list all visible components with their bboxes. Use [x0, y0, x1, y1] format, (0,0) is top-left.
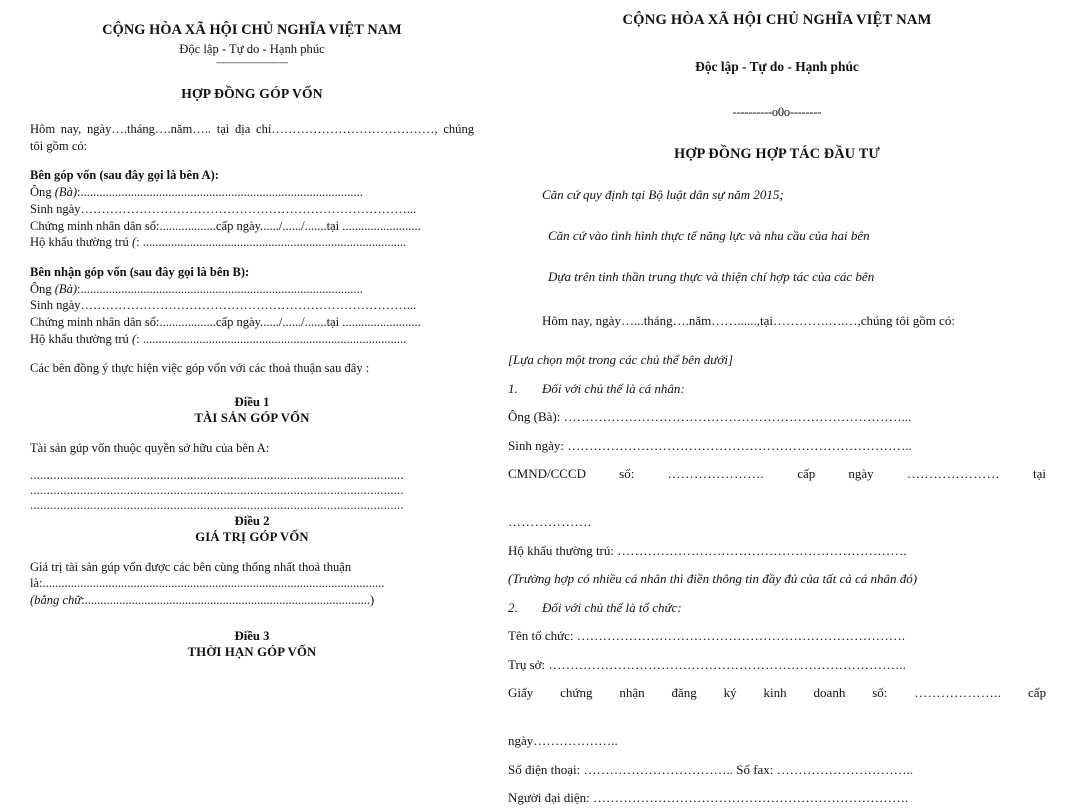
right-today-line: Hôm nay, ngày…...tháng….năm……......,tại………….….…,chúng tôi gồm có:	[542, 312, 955, 328]
individual-multiple-note: (Trường hợp có nhiều cá nhân thì điền thông tin đầy đủ của tất cả cá nhân đó)	[508, 571, 918, 587]
individual-id-issued: cấp	[797, 466, 816, 482]
individual-id-date-label: ngày	[848, 466, 874, 482]
party-b-name-field	[30, 281, 474, 298]
party-a-name-label: Ông	[30, 185, 55, 200]
article-2-intro: Giá trị tài sản gúp vốn được các bên cùng thống nhất thoả thuận	[30, 559, 352, 574]
right-document-page	[500, 0, 1080, 808]
party-b-name-label-alt: (Bà)	[54, 281, 78, 296]
organization-headquarters-field: Trụ sở: ………………………………………………………………………..	[508, 656, 906, 672]
party-a-residence-label: Hộ khẩu thường trú	[30, 235, 132, 250]
article-1-body	[30, 440, 474, 513]
individual-birth-field: Sinh ngày: ……………………………………………………………………..	[508, 437, 912, 453]
party-b-residence-dots: : ....................................................................................	[136, 331, 407, 346]
party-b-residence-label: Hộ khẩu thường trú	[30, 331, 132, 346]
organization-phone-fax-field: Số điện thoại: …………………………….. Số fax: …………………………..	[508, 761, 914, 777]
left-contract-title: HỢP ĐỒNG GÓP VỐN	[181, 86, 323, 102]
individual-id-place-label: tại	[1033, 466, 1047, 482]
article-3-name: THỜI HẠN GÓP VỐN	[187, 644, 317, 659]
license-word-4: đăng	[671, 685, 697, 701]
party-a-residence-dots: : ....................................................................................	[136, 235, 407, 250]
license-word-2: chứng	[560, 685, 593, 701]
individual-name-field: Ông (Bà): ……………………………………………………………………...	[508, 409, 912, 425]
party-b-residence-paren: (	[131, 331, 137, 346]
article-1-gap	[30, 456, 474, 468]
left-opening-paragraph: Hôm nay, ngày….tháng….năm….. tại địa chỉ…………………………………, chúng tôi gồm có:	[30, 122, 474, 153]
individual-id-field	[508, 464, 1046, 503]
article-2-words-line	[30, 592, 474, 609]
left-dashed-rule: --------------------------	[216, 57, 288, 68]
article-1-blank-row-1: ................................................................................................................	[30, 468, 404, 483]
party-b-id-field: Chứng minh nhân dân số:..................cấp ngày....../....../.......tại .........................	[30, 314, 421, 329]
recital-good-faith: Dựa trên tinh thần trung thực và thiện chí hợp tác của các bên	[548, 268, 875, 284]
subject-choice-note: [Lựa chọn một trong các chủ thể bên dưới]	[508, 352, 733, 368]
party-a-residence-field	[30, 234, 474, 251]
article-2-body	[30, 559, 474, 609]
party-b-name-label: Ông	[30, 281, 55, 296]
article-3-number: Điều 3	[234, 628, 270, 643]
article-3-gap	[30, 609, 474, 628]
individual-id-date-dots: …………………	[906, 466, 1000, 482]
license-word-5: ký	[723, 685, 737, 701]
article-2-heading	[30, 513, 474, 545]
left-national-motto: Độc lập - Tự do - Hạnh phúc	[179, 42, 325, 57]
left-agreement-line: Các bên đồng ý thực hiện việc góp vốn với các thoả thuận sau đây :	[30, 361, 370, 376]
individual-residence-field: Hộ khẩu thường trú: ………………………………………………………….	[508, 542, 907, 558]
party-b-residence-field	[30, 331, 474, 348]
right-national-motto: Độc lập - Tự do - Hạnh phúc	[695, 59, 859, 74]
subject-individual-index: 1.	[508, 380, 518, 396]
party-a-id-field: Chứng minh nhân dân số:..................cấp ngày....../....../.......tại .........................	[30, 218, 421, 233]
article-1-blank-row-2: ................................................................................................................	[30, 483, 404, 498]
party-b-birth-field: Sinh ngày……………………………………………………………………...	[30, 298, 417, 313]
party-a-birth-field: Sinh ngày……………………………………………………………………...	[30, 201, 417, 216]
license-number-label: số:	[872, 685, 888, 701]
article-1-number: Điều 1	[234, 394, 270, 409]
party-a-name-field	[30, 184, 474, 201]
article-1-blank-row-3: ................................................................................................................	[30, 497, 404, 512]
article-2-value-line: là:.............................................................................................................	[30, 576, 385, 591]
license-word-1: Giấy	[508, 685, 534, 701]
article-1-heading	[30, 394, 474, 426]
article-2-number: Điều 2	[234, 513, 270, 528]
article-2-name: GIÁ TRỊ GÓP VỐN	[195, 529, 309, 544]
party-a-block	[30, 167, 474, 250]
subject-organization-heading	[508, 598, 1046, 618]
license-number-dots: ………………..	[914, 685, 1002, 701]
license-issued-label: cấp	[1028, 685, 1047, 701]
party-b-name-dots: :..........................................................................................	[77, 281, 363, 296]
party-a-name-dots: :..........................................................................................	[77, 185, 363, 200]
license-word-6: kinh	[763, 685, 787, 701]
left-national-title: CỘNG HÒA XÃ HỘI CHỦ NGHĨA VIỆT NAM	[102, 22, 402, 38]
individual-id-label: CMND/CCCD	[508, 466, 587, 482]
party-b-heading: Bên nhận góp vốn (sau đây gọi là bên B):	[30, 264, 250, 279]
license-word-3: nhận	[619, 685, 645, 701]
right-contract-title: HỢP ĐỒNG HỢP TÁC ĐẦU TƯ	[674, 146, 880, 162]
organization-representative-field: Người đại diện: ……………………………………………………………….	[508, 790, 909, 806]
individual-id-number-dots: ………………….	[667, 466, 765, 482]
party-a-residence-paren: (	[131, 235, 137, 250]
right-national-title: CỘNG HÒA XÃ HỘI CHỦ NGHĨA VIỆT NAM	[622, 12, 932, 28]
organization-license-date: ngày………………..	[508, 733, 618, 749]
party-b-block	[30, 264, 474, 347]
subject-organization-title: Đối với chủ thể là tổ chức:	[542, 599, 682, 615]
article-1-intro: Tài sản gúp vốn thuộc quyền sở hữu của bên A:	[30, 440, 270, 455]
article-2-words-label: (bằng chữ	[30, 592, 82, 607]
individual-id-place-dots: ……………….	[508, 514, 592, 530]
party-a-name-label-alt: (Bà)	[54, 185, 78, 200]
party-a-heading: Bên góp vốn (sau đây gọi là bên A):	[30, 168, 219, 183]
organization-name-field: Tên tổ chức: ………………………………………………………………….	[508, 628, 906, 644]
subject-individual-heading	[508, 379, 1046, 399]
article-2-words-dots: :...........................................................................................)	[81, 592, 375, 607]
recital-legal-basis: Căn cứ quy định tại Bộ luật dân sự năm 2015;	[542, 187, 784, 202]
subject-individual-title: Đối với chủ thể là cá nhân:	[542, 380, 685, 396]
organization-license-field	[508, 683, 1046, 722]
license-word-7: doanh	[813, 685, 846, 701]
individual-id-so: số:	[619, 466, 635, 482]
article-1-name: TÀI SẢN GÓP VỐN	[194, 410, 310, 425]
recital-capacity-need: Căn cứ vào tình hình thực tế năng lực và nhu cầu của hai bên	[548, 227, 870, 243]
left-document-page	[0, 0, 500, 660]
article-3-heading	[30, 628, 474, 660]
subject-organization-index: 2.	[508, 599, 518, 615]
right-o0o-separator: ----------o0o--------	[732, 105, 822, 119]
